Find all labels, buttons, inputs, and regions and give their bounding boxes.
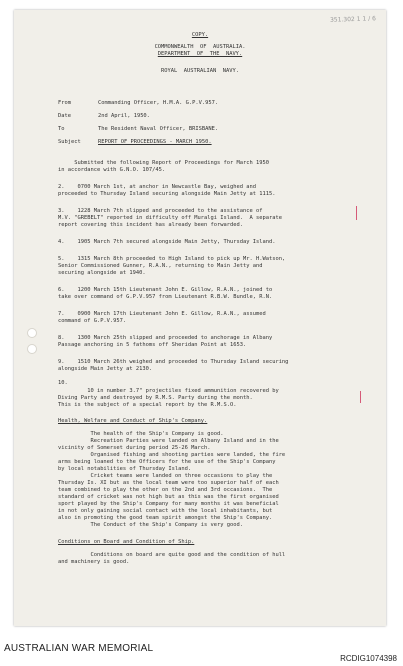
archive-footer [0, 636, 403, 666]
health-line: Organised fishing and shooting parties were landed, the fire [58, 452, 286, 458]
field-value-date: 2nd April, 1950. [98, 113, 150, 119]
report-item-line: take over command of G.P.V.957 from Lieutenant R.B.W. Bundle, R.N. [58, 294, 273, 300]
conditions-line: and machinery is good. [58, 559, 130, 565]
health-line: also in promoting the good team spirit amongst the Ship's Company. [58, 515, 273, 521]
report-item-line: 10 in number 3.7" projectiles fixed ammunition recovered by [58, 388, 279, 394]
report-item-line: proceeded to Thursday Island securing alongside Main Jetty at 1115. [58, 191, 276, 197]
report-item-line: M.V. "GREBELT" reported in difficulty off Muralgi Island. A separate [58, 215, 282, 221]
intro-line: Submitted the following Report of Proceedings for March 1950 [58, 160, 269, 166]
report-item-line: Diving Party and destroyed by R.M.S. Party during the month. [58, 395, 253, 401]
report-item-line: alongside Main Jetty at 2130. [58, 366, 153, 372]
report-item-line: This is the subject of a special report by the R.M.S.O. [58, 402, 237, 408]
service-heading: ROYAL AUSTRALIAN NAVY. [161, 68, 239, 74]
health-line: Cricket teams were landed on three occasions to play the [58, 473, 273, 479]
health-line: The Conduct of the Ship's Company is very good. [58, 522, 243, 528]
report-item-line: 3. 1228 March 7th slipped and proceeded to the assistance of [58, 208, 263, 214]
report-item-line: securing alongside at 1940. [58, 270, 146, 276]
report-item-line: 2. 0700 March 1st, at anchor in Newcastle Bay, weighed and [58, 184, 256, 190]
handwritten-reference: 351.302 1 1 / 6 [329, 15, 377, 24]
intro-line: in accordance with G.N.O. 107/45. [58, 167, 166, 173]
health-line: by local notabilities of Thursday Island. [58, 466, 192, 472]
report-item-line: command of G.P.V.957. [58, 318, 127, 324]
punch-hole [27, 328, 37, 338]
report-item-line: 5. 1315 March 8th proceeded to High Island to pick up Mr. H.Watson, [58, 256, 286, 262]
report-item-number: 10. [58, 380, 68, 386]
health-line: sport played by the Ship's Company for many months it was beneficial [58, 501, 279, 507]
report-item-line: 7. 0900 March 17th Lieutenant John E. Gillow, R.A.N., assumed [58, 311, 266, 317]
health-line: team combined to play the other on the 2nd and 3rd occasions. The [58, 487, 273, 493]
report-item-line: 9. 1510 March 26th weighed and proceeded to Thursday Island securing [58, 359, 289, 365]
document-sheet [14, 10, 386, 626]
copy-label: COPY. [191, 32, 209, 38]
archive-name: AUSTRALIAN WAR MEMORIAL [4, 643, 154, 654]
field-label-date: Date [58, 113, 71, 119]
health-line: vicinity of Somerset during period 25-26 March. [58, 445, 211, 451]
conditions-heading: Conditions on Board and Condition of Ship. [58, 539, 195, 545]
health-heading: Health, Welfare and Conduct of Ship's Company. [58, 418, 208, 424]
field-value-from: Commanding Officer, H.M.A. G.P.V.957. [98, 100, 219, 106]
commonwealth-heading: COMMONWEALTH OF AUSTRALIA. [154, 44, 246, 50]
field-value-subject: REPORT OF PROCEEDINGS - MARCH 1950. [98, 139, 212, 145]
record-id: RCDIG1074398 [340, 654, 397, 663]
health-line: Thursday Is. XI but as the local team were too superior half of each [58, 480, 279, 486]
conditions-line: Conditions on board are quite good and the condition of hull [58, 552, 286, 558]
field-label-from: From [58, 100, 71, 106]
field-label-to: To [58, 126, 65, 132]
margin-pen-mark [356, 206, 357, 220]
punch-hole [27, 344, 37, 354]
department-heading: DEPARTMENT OF THE NAVY. [157, 51, 243, 57]
field-value-to: The Resident Naval Officer, BRISBANE. [98, 126, 219, 132]
report-item-line: 8. 1300 March 25th slipped and proceeded to anchorage in Albany [58, 335, 273, 341]
margin-pen-mark [360, 391, 361, 403]
report-item-line: Senior Commissioned Gunner, R.A.N., returning to Main Jetty and [58, 263, 263, 269]
report-item-line: report covering this incident has already been forwarded. [58, 222, 243, 228]
health-line: in not only gaining social contact with the local inhabitants, but [58, 508, 273, 514]
health-line: arms being loaned to the Officers for the use of the Ship's Company [58, 459, 276, 465]
field-label-subject: Subject [58, 139, 81, 145]
health-line: standard of cricket was not high but as this was the first organised [58, 494, 279, 500]
health-line: Recreation Parties were landed on Albany Island and in the [58, 438, 279, 444]
health-line: The health of the Ship's Company is good. [58, 431, 224, 437]
report-item-line: 4. 1905 March 7th secured alongside Main Jetty, Thursday Island. [58, 239, 276, 245]
report-item-line: Passage anchoring in 5 fathoms off Sheridan Point at 1653. [58, 342, 247, 348]
report-item-line: 6. 1200 March 15th Lieutenant John E. Gillow, R.A.N., joined to [58, 287, 273, 293]
